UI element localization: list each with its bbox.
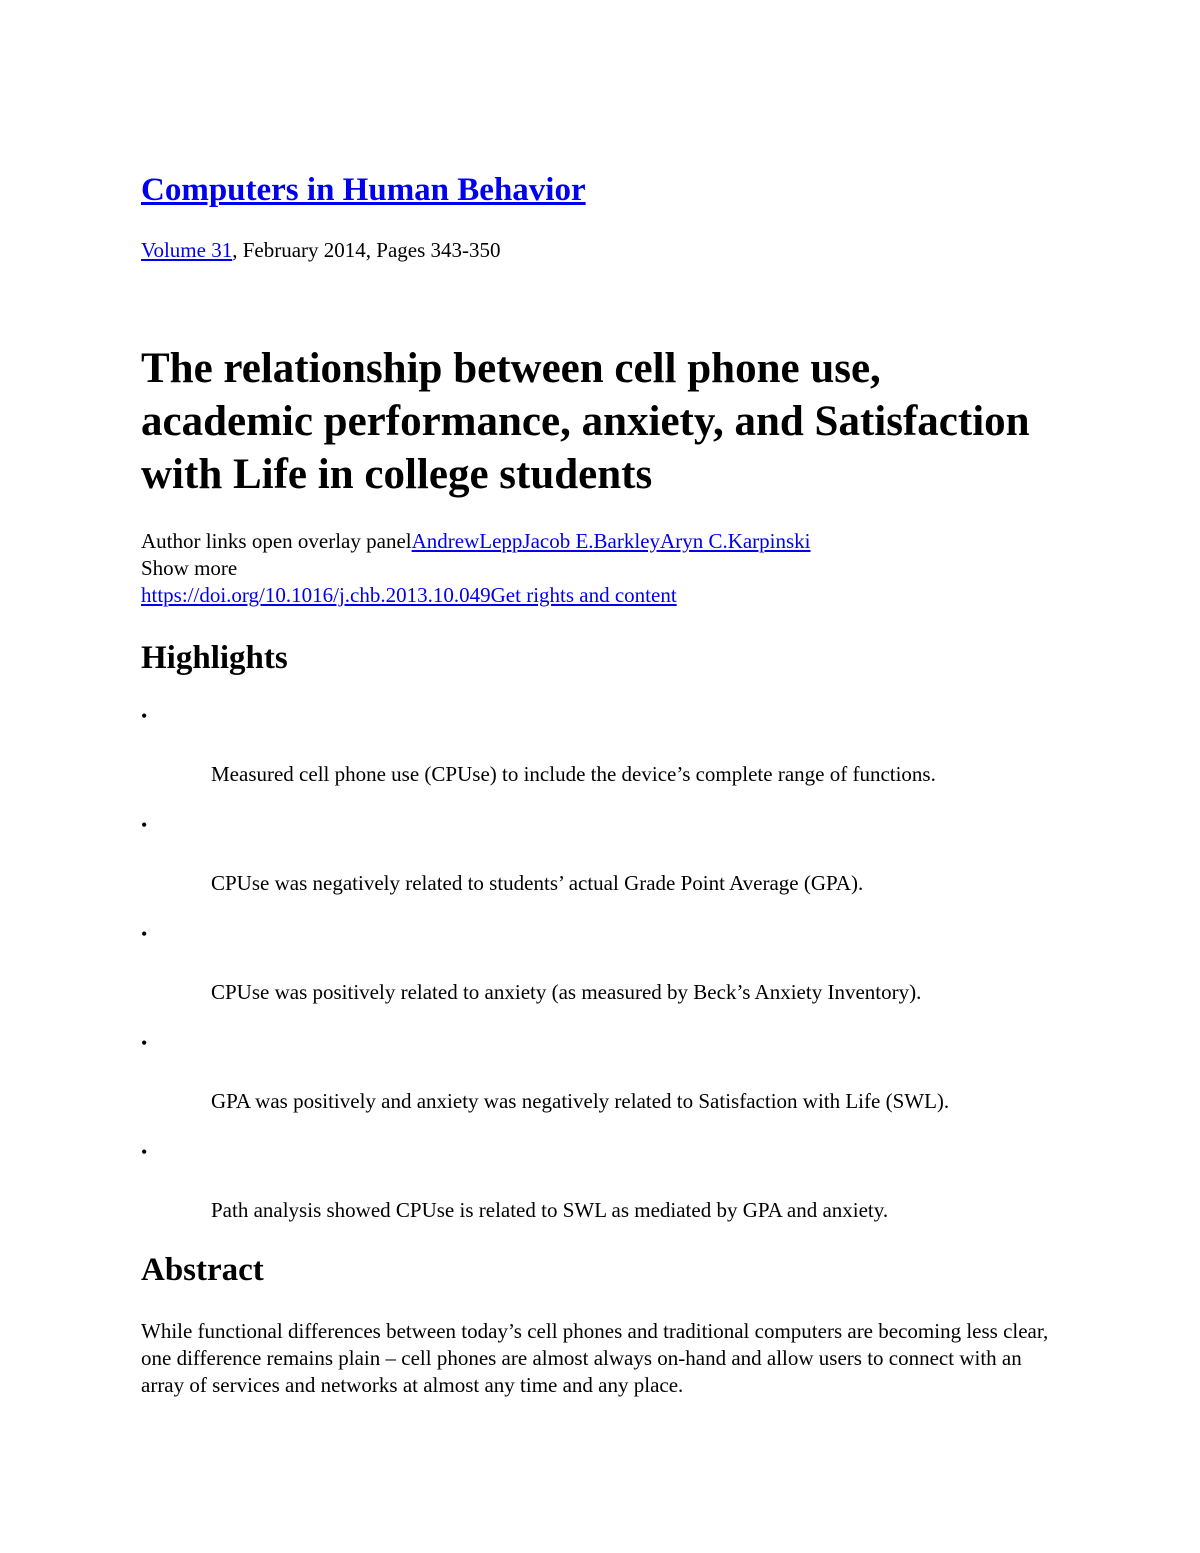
highlight-item (141, 1136, 1081, 1245)
author-link-karpinski[interactable]: Aryn C.Karpinski (660, 529, 811, 553)
highlight-text: CPUse was positively related to anxiety (as measured by Beck’s Anxiety Inventory). (211, 980, 922, 1004)
highlight-text: CPUse was negatively related to students’ actual Grade Point Average (GPA). (211, 871, 864, 895)
highlight-text: Measured cell phone use (CPUse) to include the device’s complete range of functions. (211, 762, 936, 786)
highlight-item (141, 918, 1081, 1027)
highlights-list (141, 700, 1081, 1245)
issue-line (141, 236, 501, 264)
bullet-icon: • (141, 1142, 148, 1162)
highlight-text: GPA was positively and anxiety was negatively related to Satisfaction with Life (SWL). (211, 1089, 950, 1113)
bullet-icon: • (141, 815, 148, 835)
author-link-lepp[interactable]: AndrewLepp (411, 529, 523, 553)
bullet-icon: • (141, 1033, 148, 1053)
bullet-icon: • (141, 706, 148, 726)
volume-link[interactable]: Volume 31 (141, 238, 233, 262)
show-more-button[interactable]: Show more (141, 556, 238, 580)
highlight-text: Path analysis showed CPUse is related to SWL as mediated by GPA and anxiety. (211, 1198, 889, 1222)
abstract-paragraph: While functional differences between today’s cell phones and traditional computers are becoming less clear, one difference remains plain – cell phones are almost always on-hand and allow users to connect with an array of services and networks at almost any time and any place. (141, 1319, 1049, 1397)
journal-title-link[interactable]: Computers in Human Behavior (141, 172, 586, 208)
rights-link[interactable]: Get rights and content (490, 583, 677, 607)
bullet-icon: • (141, 924, 148, 944)
author-link-barkley[interactable]: Jacob E.Barkley (522, 529, 661, 553)
highlights-heading: Highlights (141, 640, 288, 676)
highlight-item (141, 809, 1081, 918)
author-links-prefix: Author links open overlay panel (141, 529, 412, 553)
article-title: The relationship between cell phone use, academic performance, anxiety, and Satisfaction with Life in college students (141, 345, 1030, 498)
doi-link[interactable]: https://doi.org/10.1016/j.chb.2013.10.049 (141, 583, 491, 607)
author-line (141, 528, 811, 555)
issue-details: , February 2014, Pages 343-350 (232, 238, 501, 262)
author-block (141, 528, 811, 609)
journal-title-heading (141, 168, 586, 212)
highlight-item (141, 1027, 1081, 1136)
highlight-item (141, 700, 1081, 809)
doi-line (141, 582, 811, 609)
abstract-heading: Abstract (141, 1252, 264, 1288)
